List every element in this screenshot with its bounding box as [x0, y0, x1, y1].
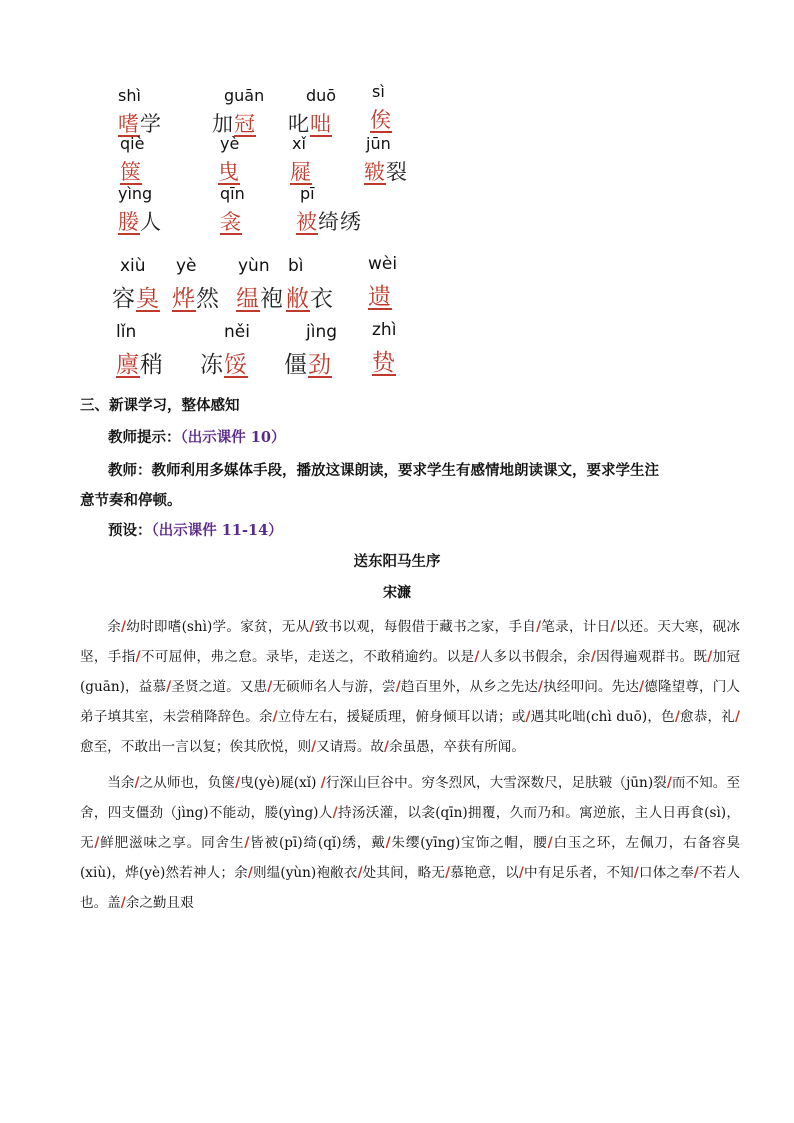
pause-slash: /: [610, 619, 616, 635]
highlighted-character: 曳: [218, 160, 240, 184]
pause-slash: /: [693, 865, 699, 881]
pinyin: yìng: [118, 184, 153, 203]
preset-ref: （出示课件 11-14）: [151, 522, 283, 539]
highlighted-character: 遗: [368, 284, 392, 310]
pause-slash: /: [267, 679, 273, 695]
hanzi: 敝衣: [286, 286, 334, 312]
pause-slash: /: [134, 775, 140, 791]
pause-slash: /: [94, 835, 100, 851]
pinyin: něi: [224, 322, 250, 342]
hanzi: [218, 156, 240, 186]
highlighted-character: 贽: [372, 350, 396, 376]
pause-slash: /: [674, 709, 680, 725]
highlighted-character: 馁: [224, 352, 248, 378]
pause-slash: /: [332, 805, 338, 821]
pinyin: xiù: [120, 256, 146, 276]
teacher-tip: [108, 426, 285, 447]
highlighted-character: 屣: [290, 160, 312, 184]
pause-slash: /: [518, 865, 524, 881]
paragraph-1: 余/幼时即嗜(shì)学。家贫，无从/致书以观，每假借于藏书之家，手自/笔录，计日/以还。天大寒，砚冰坚，手指/不可屈伸，弗之怠。录毕，走送之，不敢稍逾约。以是/人多以书假余，余/因得遍观群书。既/加冠(guān)，益慕/圣贤之道。又患/无硕师名人与游，尝/趋百里外，从乡之先达/执经叩问。先达/德隆望尊，门人弟子填其室，未尝稍降辞色。余/立侍左右，援疑质理，俯身倾耳以请；或/遇其叱咄(chì duō)，色/愈恭，礼/愈至，不敢出一言以复；俟其欣悦，则/又请焉。故/余虽愚，卒获有所闻。: [80, 619, 741, 755]
pause-slash: /: [666, 775, 672, 791]
hanzi: 缊袍: [236, 286, 284, 312]
pinyin: xǐ: [292, 134, 306, 153]
pause-slash: /: [357, 865, 363, 881]
pinyin: shì: [118, 86, 141, 105]
hanzi: [120, 156, 142, 186]
hanzi: 嗜学: [118, 112, 162, 136]
hanzi: [290, 156, 312, 186]
pinyin: qīn: [220, 184, 245, 203]
highlighted-character: 俟: [370, 108, 392, 132]
hanzi: 皲裂: [364, 160, 408, 184]
pause-slash: /: [166, 679, 172, 695]
pause-slash: /: [244, 835, 250, 851]
pinyin: pī: [300, 184, 315, 203]
pinyin: yè: [220, 134, 240, 153]
pinyin: jūn: [366, 134, 391, 153]
pause-slash: /: [536, 619, 542, 635]
pause-slash: /: [547, 835, 553, 851]
article-body: [80, 612, 740, 924]
pause-slash: /: [272, 709, 278, 725]
pause-slash: /: [135, 649, 141, 665]
teacher-instruction-1: 教师：教师利用多媒体手段，播放这课朗读，要求学生有感情地朗读课文，要求学生注: [108, 462, 659, 479]
pinyin: bì: [288, 256, 304, 276]
hanzi: 僵劲: [284, 352, 332, 378]
pause-slash: /: [247, 865, 253, 881]
highlighted-character: 臭: [136, 286, 160, 312]
highlighted-character: 嗜: [118, 112, 140, 136]
pause-slash: /: [384, 739, 389, 755]
hanzi: 加冠: [212, 112, 256, 136]
pause-slash: /: [639, 679, 645, 695]
hanzi: 媵人: [118, 210, 162, 234]
pinyin: guān: [224, 86, 265, 105]
hanzi: 被绮绣: [296, 210, 362, 234]
tip-ref: （出示课件 10）: [180, 429, 286, 446]
highlighted-character: 敝: [286, 286, 310, 312]
pause-slash: /: [445, 865, 451, 881]
highlighted-character: 冠: [234, 112, 256, 136]
pinyin: yè: [176, 256, 197, 276]
highlighted-character: 缊: [236, 286, 260, 312]
pause-slash: /: [120, 895, 126, 911]
article-author: 宋濂: [383, 585, 411, 601]
preset: [108, 519, 283, 540]
highlighted-character: 劲: [308, 352, 332, 378]
hanzi: 廪稍: [116, 352, 164, 378]
highlighted-character: 廪: [116, 352, 140, 378]
pinyin: zhì: [372, 320, 397, 340]
paragraph-2: 当余/之从师也，负箧/曳(yè)屣(xǐ) /行深山巨谷中。穷冬烈风，大雪深数尺，足肤皲（jūn)裂/而不知。至舍，四支僵劲（jìng)不能动，媵(yìng)人/持汤沃灌，以衾(qīn)拥覆，久而乃和。寓逆旅，主人日再食(sì)，无/鲜肥滋味之享。同舍生/皆被(pī)绮(qǐ)绣，戴/朱缨(yīng)宝饰之帽，腰/白玉之环，左佩刀，右备容臭(xiù)，烨(yè)然若神人；余/则缊(yùn)袍敝衣/处其间，略无/慕艳意，以/中有足乐者，不知/口体之奉/不若人也。盖/余之勤且艰: [80, 775, 741, 911]
hanzi: 烨然: [172, 286, 220, 312]
hanzi: [370, 104, 392, 134]
pause-slash: /: [525, 709, 531, 725]
preset-label: 预设：: [108, 522, 152, 539]
pause-slash: /: [735, 709, 741, 725]
highlighted-character: 皲: [364, 160, 386, 184]
pinyin: lǐn: [116, 322, 137, 342]
teacher-instruction-2: 意节奏和停顿。: [80, 492, 182, 509]
pinyin: jìng: [306, 322, 338, 342]
highlighted-character: 媵: [118, 210, 140, 234]
section-heading: 三、新课学习，整体感知: [80, 397, 240, 414]
hanzi: [372, 344, 396, 377]
pause-slash: /: [707, 649, 713, 665]
pinyin: sì: [372, 82, 385, 101]
pause-slash: /: [633, 865, 639, 881]
pinyin: yùn: [238, 256, 270, 276]
pause-slash: /: [385, 835, 391, 851]
highlighted-character: 衾: [220, 210, 242, 234]
highlighted-character: 烨: [172, 286, 196, 312]
pinyin: duō: [306, 86, 337, 105]
hanzi: 冻馁: [200, 352, 248, 378]
pause-slash: /: [309, 619, 315, 635]
pause-slash: /: [537, 679, 543, 695]
pause-slash: /: [590, 649, 596, 665]
highlighted-character: 箧: [120, 160, 142, 184]
hanzi: [220, 206, 242, 236]
pause-slash: /: [395, 679, 401, 695]
tip-label: 教师提示：: [108, 429, 181, 446]
pause-slash: /: [121, 619, 126, 635]
highlighted-character: 被: [296, 210, 318, 234]
article-title: 送东阳马生序: [353, 553, 441, 570]
pause-slash: /: [320, 775, 326, 791]
pause-slash: /: [474, 649, 480, 665]
hanzi: [368, 278, 392, 311]
hanzi: 容臭: [112, 286, 160, 312]
hanzi: 叱咄: [288, 112, 332, 136]
pause-slash: /: [311, 739, 317, 755]
pinyin: qiè: [120, 134, 145, 153]
pinyin: wèi: [368, 254, 398, 274]
pause-slash: /: [235, 775, 241, 791]
highlighted-character: 咄: [310, 112, 332, 136]
